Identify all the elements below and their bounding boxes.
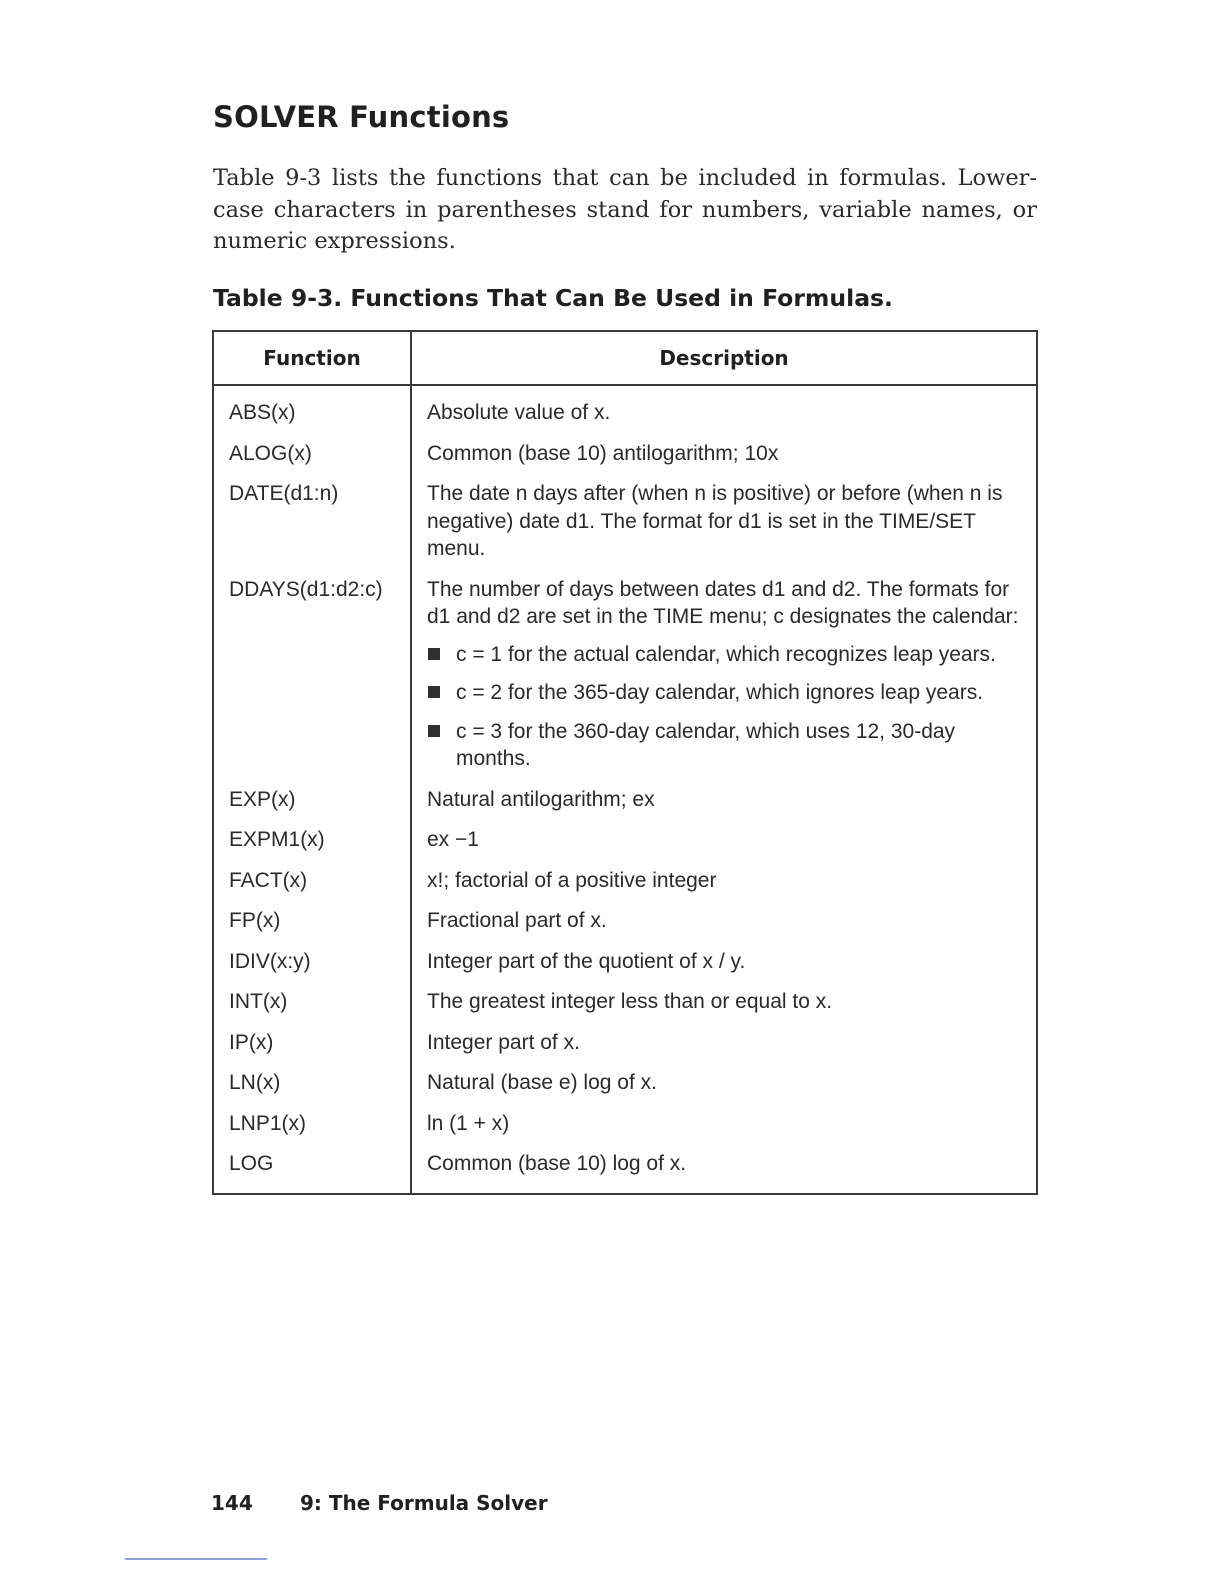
function-name: LN(x) [213, 1063, 411, 1104]
function-name: IDIV(x:y) [213, 941, 411, 982]
table-row [213, 385, 1037, 433]
table-row [213, 1144, 1037, 1194]
table-row [213, 901, 1037, 942]
function-name: LOG [213, 1144, 411, 1194]
table-header-row [213, 331, 1037, 385]
function-description: Integer part of the quotient of x / y. [427, 949, 746, 973]
table-row [213, 941, 1037, 982]
column-header-function: Function [213, 331, 411, 385]
function-description: Fractional part of x. [427, 909, 607, 932]
function-description: x!; factorial of a positive integer [427, 868, 717, 892]
scan-edge-line [125, 1558, 267, 1560]
table-row [213, 860, 1037, 901]
function-description: Integer part of x. [427, 1030, 580, 1054]
function-description [411, 569, 1037, 779]
square-bullet-icon [428, 725, 440, 737]
page-footer [211, 1491, 548, 1515]
function-name: EXPM1(x) [213, 820, 411, 861]
function-description: ex −1 [427, 828, 479, 851]
function-name: DDAYS(d1:d2:c) [213, 569, 411, 779]
function-description: Common (base 10) log of x. [427, 1152, 687, 1175]
function-name: ABS(x) [213, 385, 411, 433]
function-name: LNP1(x) [213, 1103, 411, 1144]
functions-table [212, 330, 1038, 1195]
function-description: The greatest integer less than or equal to x. [427, 990, 833, 1013]
function-description: Common (base 10) antilogarithm; 10x [427, 441, 779, 465]
page-number: 144 [211, 1491, 253, 1515]
function-name: IP(x) [213, 1022, 411, 1063]
function-description: The date n days after (when n is positive) or before (when n is negative) date d1. The format for d1 is set in the TIME/SET menu. [427, 482, 1003, 560]
ddays-description-text: The number of days between dates d1 and d2. The formats for d1 and d2 are set in the TIME menu; c designates the calendar: [427, 577, 1019, 628]
table-row [213, 569, 1037, 779]
table-row [213, 474, 1037, 570]
function-description: ln (1 + x) [427, 1111, 510, 1135]
function-name: ALOG(x) [213, 433, 411, 474]
function-name: EXP(x) [213, 779, 411, 820]
table-row [213, 820, 1037, 861]
bullet-text: c = 3 for the 360-day calendar, which uses 12, 30-day months. [456, 719, 956, 770]
list-item [427, 679, 1022, 707]
table-row [213, 433, 1037, 474]
function-description: Absolute value of x. [427, 401, 611, 424]
chapter-title: 9: The Formula Solver [300, 1491, 548, 1515]
column-header-description: Description [411, 331, 1037, 385]
function-description: Natural (base e) log of x. [427, 1071, 657, 1094]
bullet-text: c = 2 for the 365-day calendar, which ignores leap years. [456, 681, 984, 704]
square-bullet-icon [428, 686, 440, 698]
table-row [213, 1103, 1037, 1144]
table-row [213, 1063, 1037, 1104]
list-item [427, 641, 1022, 669]
function-description: Natural antilogarithm; ex [427, 787, 655, 811]
table-row [213, 982, 1037, 1023]
table-caption: Table 9-3. Functions That Can Be Used in Formulas. [213, 284, 893, 312]
function-name: INT(x) [213, 982, 411, 1023]
intro-paragraph: Table 9-3 lists the functions that can be included in formulas. Lower-case characters in parentheses stand for numbers, variable names, or numeric expressions. [213, 165, 1037, 254]
table-row [213, 1022, 1037, 1063]
calendar-options-list [427, 641, 1022, 773]
function-name: FP(x) [213, 901, 411, 942]
table-row [213, 779, 1037, 820]
section-heading: SOLVER Functions [213, 100, 510, 134]
square-bullet-icon [428, 648, 440, 660]
function-name: FACT(x) [213, 860, 411, 901]
list-item [427, 718, 1022, 773]
function-name: DATE(d1:n) [213, 474, 411, 570]
bullet-text: c = 1 for the actual calendar, which recognizes leap years. [456, 642, 996, 666]
